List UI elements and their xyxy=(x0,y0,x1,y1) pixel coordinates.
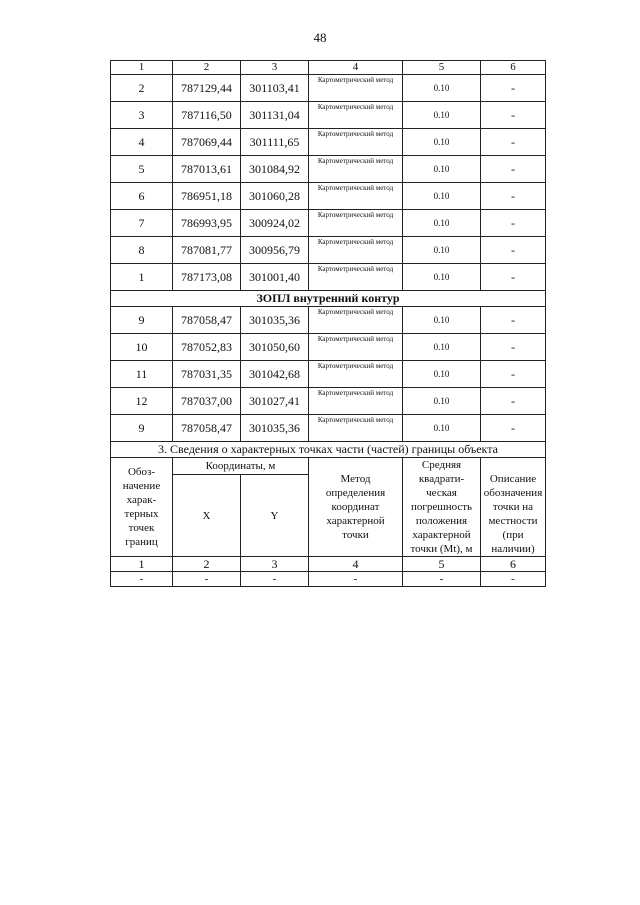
column-number: 6 xyxy=(481,557,546,572)
point-number: 2 xyxy=(111,75,173,102)
description-cell: - xyxy=(481,75,546,102)
description-cell: - xyxy=(481,237,546,264)
header-line: Средняя xyxy=(421,459,462,471)
description-cell: - xyxy=(481,102,546,129)
table-row xyxy=(111,388,546,415)
header-line: координат xyxy=(331,501,380,513)
header-description xyxy=(481,458,546,557)
header-method xyxy=(309,458,403,557)
header-line: терных xyxy=(124,508,159,520)
table-row xyxy=(111,415,546,442)
table-row xyxy=(111,129,546,156)
section-title: 3. Сведения о характерных точках части (частей) границы объекта xyxy=(111,442,546,458)
coordinate-y: 301131,04 xyxy=(241,102,309,129)
description-cell: - xyxy=(481,264,546,291)
column-number: 4 xyxy=(309,557,403,572)
point-number: 11 xyxy=(111,361,173,388)
point-number: 7 xyxy=(111,210,173,237)
coordinate-x: 787129,44 xyxy=(173,75,241,102)
method-cell: Картометрический метод xyxy=(309,75,403,102)
coordinate-y: 301084,92 xyxy=(241,156,309,183)
coordinate-x: 787116,50 xyxy=(173,102,241,129)
method-cell: Картометрический метод xyxy=(309,102,403,129)
accuracy-cell: 0.10 xyxy=(403,156,481,183)
description-cell: - xyxy=(481,388,546,415)
coordinate-x: 786951,18 xyxy=(173,183,241,210)
method-cell: Картометрический метод xyxy=(309,156,403,183)
description-cell: - xyxy=(481,334,546,361)
inner-contour-title: ЗОПЛ внутренний контур xyxy=(111,291,546,307)
table-row xyxy=(111,183,546,210)
accuracy-cell: 0.10 xyxy=(403,102,481,129)
point-number: 3 xyxy=(111,102,173,129)
column-number-row xyxy=(111,61,546,75)
accuracy-cell: 0.10 xyxy=(403,264,481,291)
table-row xyxy=(111,75,546,102)
method-cell: Картометрический метод xyxy=(309,129,403,156)
point-number: 12 xyxy=(111,388,173,415)
column-number: 1 xyxy=(111,557,173,572)
accuracy-cell: 0.10 xyxy=(403,210,481,237)
header-line: Описание xyxy=(489,473,537,485)
section-title-row xyxy=(111,442,546,458)
point-number: 8 xyxy=(111,237,173,264)
accuracy-cell: 0.10 xyxy=(403,415,481,442)
point-number: 5 xyxy=(111,156,173,183)
method-cell: Картометрический метод xyxy=(309,388,403,415)
header-coordinates: Координаты, м xyxy=(173,458,309,475)
header-x: X xyxy=(173,475,241,557)
column-number: 5 xyxy=(403,61,481,75)
table-row xyxy=(111,102,546,129)
header-line: характерной xyxy=(412,529,471,541)
header-line: определения xyxy=(325,487,386,499)
empty-value-cell: - xyxy=(403,572,481,587)
page-number: 48 xyxy=(313,30,327,45)
coordinate-x: 786993,95 xyxy=(173,210,241,237)
empty-value-cell: - xyxy=(173,572,241,587)
coordinate-y: 301001,40 xyxy=(241,264,309,291)
header-line: погрешность xyxy=(410,501,473,513)
point-number: 4 xyxy=(111,129,173,156)
coordinate-x: 787173,08 xyxy=(173,264,241,291)
header-line: границ xyxy=(125,536,158,548)
coordinate-x: 787069,44 xyxy=(173,129,241,156)
table-row xyxy=(111,361,546,388)
table-row xyxy=(111,237,546,264)
coordinates-table xyxy=(110,60,546,587)
point-number: 9 xyxy=(111,415,173,442)
method-cell: Картометрический метод xyxy=(309,183,403,210)
accuracy-cell: 0.10 xyxy=(403,361,481,388)
method-cell: Картометрический метод xyxy=(309,264,403,291)
coordinate-x: 787037,00 xyxy=(173,388,241,415)
column-number: 1 xyxy=(111,61,173,75)
coordinate-x: 787081,77 xyxy=(173,237,241,264)
empty-value-cell: - xyxy=(309,572,403,587)
header-line: обозначения xyxy=(483,487,543,499)
header-line: Обоз- xyxy=(127,466,156,478)
description-cell: - xyxy=(481,183,546,210)
accuracy-cell: 0.10 xyxy=(403,334,481,361)
method-cell: Картометрический метод xyxy=(309,237,403,264)
description-cell: - xyxy=(481,156,546,183)
header-line: Метод xyxy=(340,473,371,485)
coordinate-y: 301060,28 xyxy=(241,183,309,210)
header-designation xyxy=(111,458,173,557)
header-line: точки (Mt), м xyxy=(410,543,473,555)
table-row xyxy=(111,156,546,183)
table-row xyxy=(111,307,546,334)
description-cell: - xyxy=(481,415,546,442)
header-line: начение xyxy=(122,480,161,492)
empty-value-cell: - xyxy=(111,572,173,587)
method-cell: Картометрический метод xyxy=(309,307,403,334)
method-cell: Картометрический метод xyxy=(309,415,403,442)
table-row xyxy=(111,334,546,361)
empty-value-cell: - xyxy=(481,572,546,587)
column-number: 3 xyxy=(241,557,309,572)
header-line: точек xyxy=(128,522,155,534)
coordinate-y: 301027,41 xyxy=(241,388,309,415)
description-cell: - xyxy=(481,361,546,388)
coordinate-y: 301103,41 xyxy=(241,75,309,102)
header-line: точки на xyxy=(492,501,534,513)
header-line: характерной xyxy=(326,515,385,527)
coordinate-x: 787058,47 xyxy=(173,307,241,334)
section-number-row xyxy=(111,557,546,572)
column-number: 5 xyxy=(403,557,481,572)
coordinate-x: 787013,61 xyxy=(173,156,241,183)
point-number: 10 xyxy=(111,334,173,361)
coordinate-y: 301111,65 xyxy=(241,129,309,156)
description-cell: - xyxy=(481,307,546,334)
header-accuracy xyxy=(403,458,481,557)
table-row xyxy=(111,264,546,291)
method-cell: Картометрический метод xyxy=(309,210,403,237)
column-number: 3 xyxy=(241,61,309,75)
section-header-row xyxy=(111,458,546,475)
column-number: 4 xyxy=(309,61,403,75)
column-number: 2 xyxy=(173,557,241,572)
header-line: местности xyxy=(488,515,538,527)
table-row xyxy=(111,572,546,587)
accuracy-cell: 0.10 xyxy=(403,307,481,334)
accuracy-cell: 0.10 xyxy=(403,129,481,156)
coordinate-y: 301035,36 xyxy=(241,307,309,334)
point-number: 9 xyxy=(111,307,173,334)
point-number: 1 xyxy=(111,264,173,291)
header-line: точки xyxy=(342,529,369,541)
accuracy-cell: 0.10 xyxy=(403,75,481,102)
inner-contour-heading-row xyxy=(111,291,546,307)
header-line: квадрати- xyxy=(418,473,465,485)
coordinate-y: 301035,36 xyxy=(241,415,309,442)
accuracy-cell: 0.10 xyxy=(403,388,481,415)
point-number: 6 xyxy=(111,183,173,210)
header-line: харак- xyxy=(126,494,157,506)
description-cell: - xyxy=(481,210,546,237)
accuracy-cell: 0.10 xyxy=(403,237,481,264)
coordinate-x: 787052,83 xyxy=(173,334,241,361)
coordinate-y: 300956,79 xyxy=(241,237,309,264)
table-row xyxy=(111,210,546,237)
header-y: Y xyxy=(241,475,309,557)
header-line: (при наличии) xyxy=(491,529,535,555)
method-cell: Картометрический метод xyxy=(309,361,403,388)
accuracy-cell: 0.10 xyxy=(403,183,481,210)
coordinate-y: 300924,02 xyxy=(241,210,309,237)
coordinate-x: 787031,35 xyxy=(173,361,241,388)
header-line: положения xyxy=(415,515,468,527)
header-line: ческая xyxy=(426,487,457,499)
column-number: 2 xyxy=(173,61,241,75)
coordinate-y: 301042,68 xyxy=(241,361,309,388)
empty-value-cell: - xyxy=(241,572,309,587)
description-cell: - xyxy=(481,129,546,156)
column-number: 6 xyxy=(481,61,546,75)
coordinate-x: 787058,47 xyxy=(173,415,241,442)
method-cell: Картометрический метод xyxy=(309,334,403,361)
coordinate-y: 301050,60 xyxy=(241,334,309,361)
